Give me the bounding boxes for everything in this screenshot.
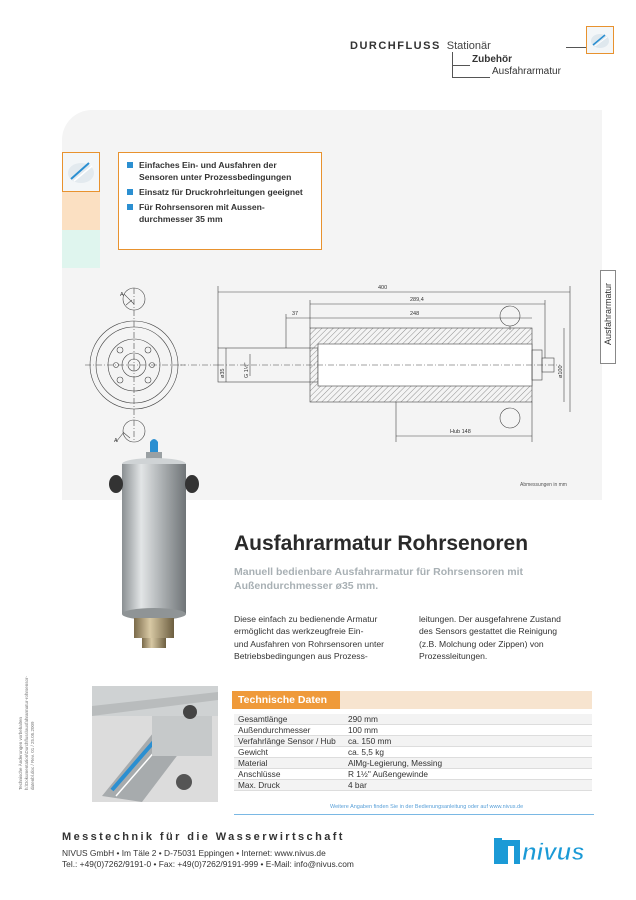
spec-label: Material bbox=[234, 758, 344, 769]
subsection-label: Stationär bbox=[446, 40, 491, 52]
installation-photo bbox=[92, 686, 218, 802]
color-swatch-mint bbox=[62, 230, 100, 268]
spec-label: Max. Druck bbox=[234, 780, 344, 791]
table-row bbox=[234, 780, 592, 791]
more-info-link[interactable]: Weitere Angaben finden Sie in der Bedienungsanleitung oder auf www.nivus.de bbox=[330, 804, 524, 810]
dimension-label: ø35 bbox=[220, 368, 226, 378]
breadcrumb-level3: Ausfahrarmatur bbox=[492, 66, 561, 77]
body-line: Betriebsbedingungen aus Prozess- bbox=[234, 651, 368, 662]
page-title: Ausfahrarmatur Rohrsenoren bbox=[234, 532, 529, 555]
logo-text: nivus bbox=[522, 839, 585, 866]
header-tree-line bbox=[452, 65, 470, 66]
dimension-label: Hub 148 bbox=[450, 429, 471, 435]
body-line: Prozessleitungen. bbox=[419, 651, 488, 662]
dimension-label: G 1½" bbox=[244, 362, 250, 378]
breadcrumb-level2: Zubehör bbox=[472, 54, 512, 65]
features-box bbox=[118, 152, 322, 250]
dimension-label: ø100 bbox=[558, 365, 564, 378]
technical-drawing bbox=[80, 270, 580, 450]
note-line: Technische Änderungen vorbehalten bbox=[18, 716, 23, 790]
nivus-logo bbox=[494, 836, 602, 866]
header-tree-line bbox=[452, 77, 490, 78]
feature-item: Einsatz für Druckrohrleitungen geeignet bbox=[127, 186, 315, 198]
body-line: ermöglicht das werkzeugfreie Ein- bbox=[234, 626, 364, 637]
body-line: des Sensors gestattet die Reinigung bbox=[419, 626, 558, 637]
spec-value: ca. 150 mm bbox=[344, 736, 592, 747]
note-line: h:\Dokumentation\Durchfluss\ausfahrarmatur-rohrsensor-datenbl.doc / Rev. 01 / 25.05.2009 bbox=[24, 675, 35, 790]
body-line: leitungen. Der ausgefahrene Zustand bbox=[419, 614, 561, 624]
tech-data-header: Technische Daten bbox=[232, 691, 346, 709]
dimension-note: Abmessungen in mm bbox=[520, 482, 567, 488]
footer-address bbox=[62, 848, 354, 870]
body-column-2 bbox=[419, 613, 597, 663]
tech-data-table bbox=[234, 714, 592, 791]
dimension-label: 37 bbox=[292, 311, 299, 317]
body-column-1 bbox=[234, 613, 412, 663]
table-row bbox=[234, 725, 592, 736]
table-row bbox=[234, 758, 592, 769]
sensor-thumbnail-icon bbox=[587, 27, 613, 53]
table-row bbox=[234, 714, 592, 725]
spec-label: Gewicht bbox=[234, 747, 344, 758]
spec-value: 100 mm bbox=[344, 725, 592, 736]
table-row bbox=[234, 769, 592, 780]
header-thumbnail bbox=[586, 26, 614, 54]
contact-line: Tel.: +49(0)7262/9191-0 • Fax: +49(0)7262/9191-999 • E-Mail: info@nivus.com bbox=[62, 859, 354, 869]
side-tab bbox=[600, 270, 616, 364]
section-label: DURCHFLUSS bbox=[350, 40, 441, 52]
footer-title: Messtechnik für die Wasserwirtschaft bbox=[62, 831, 345, 843]
body-line: (z.B. Molchung oder Zippen) von bbox=[419, 638, 544, 649]
section-label: A bbox=[120, 292, 124, 298]
spec-label: Verfahrlänge Sensor / Hub bbox=[234, 736, 344, 747]
section-label: A bbox=[114, 438, 118, 444]
dimension-label: 400 bbox=[378, 285, 388, 291]
side-tab-label: Ausfahrarmatur bbox=[603, 282, 613, 346]
table-row bbox=[234, 747, 592, 758]
feature-item: Für Rohrsensoren mit Aussen-durchmesser 35 mm bbox=[127, 201, 315, 225]
body-line: Diese einfach zu bedienende Armatur bbox=[234, 614, 378, 624]
dimension-label: 248 bbox=[410, 311, 420, 317]
feature-item: Einfaches Ein- und Ausfahren der Sensoren unter Prozessbedingungen bbox=[127, 159, 315, 183]
spec-value: 290 mm bbox=[344, 714, 592, 725]
sensor-thumbnail-icon bbox=[63, 153, 99, 191]
spec-value: R 1½" Außengewinde bbox=[344, 769, 592, 780]
spec-value: 4 bar bbox=[344, 780, 592, 791]
address-line: NIVUS GmbH • Im Täle 2 • D-75031 Eppingen • Internet: www.nivus.de bbox=[62, 848, 326, 858]
product-image bbox=[108, 434, 204, 660]
section-title bbox=[350, 40, 491, 52]
spec-value: AlMg-Legierung, Messing bbox=[344, 758, 592, 769]
dimension-label: 289,4 bbox=[410, 297, 424, 303]
spec-label: Anschlüsse bbox=[234, 769, 344, 780]
header-tree-line bbox=[566, 47, 586, 48]
tech-data-header-band bbox=[340, 691, 592, 709]
document-note bbox=[18, 660, 36, 790]
color-swatch-peach bbox=[62, 192, 100, 230]
body-line: und Ausfahren von Rohrsensoren unter bbox=[234, 638, 385, 649]
page-subtitle: Manuell bedienbare Ausfahrarmatur für Rohrsensoren mit Außendurchmesser ø35 mm. bbox=[234, 566, 524, 592]
feature-thumbnail bbox=[62, 152, 100, 192]
spec-value: ca. 5,5 kg bbox=[344, 747, 592, 758]
spec-label: Außendurchmesser bbox=[234, 725, 344, 736]
spec-label: Gesamtlänge bbox=[234, 714, 344, 725]
feature-list bbox=[119, 153, 321, 225]
divider bbox=[234, 814, 594, 815]
table-row bbox=[234, 736, 592, 747]
